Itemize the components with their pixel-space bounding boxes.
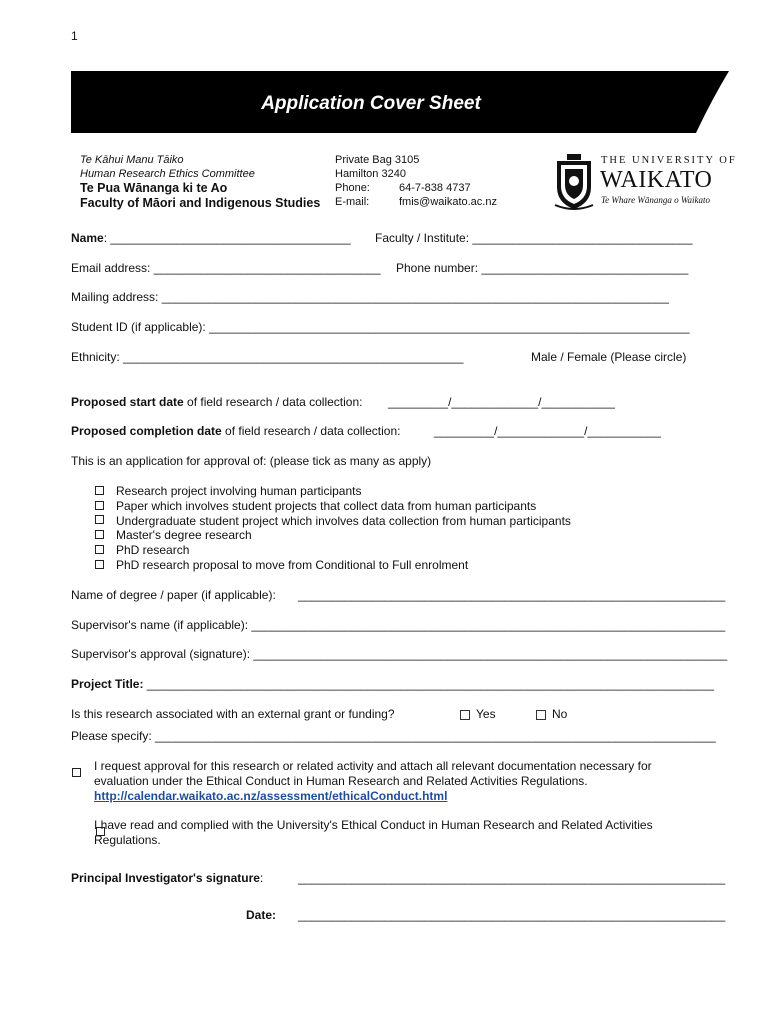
mailing-address-field[interactable]: Mailing address: ____________________________________________________________________________	[71, 290, 669, 304]
logo-line-1: THE UNIVERSITY OF	[601, 155, 737, 166]
list-item[interactable]: Paper which involves student projects that collect data from human participants	[95, 499, 571, 514]
checkbox-icon[interactable]	[95, 515, 104, 524]
phone-value: 64-7-838 4737	[399, 182, 471, 194]
project-title-label: Project Title:	[71, 677, 144, 691]
list-item[interactable]: PhD research proposal to move from Conditional to Full enrolment	[95, 558, 571, 573]
contact-block	[335, 153, 497, 209]
name-line[interactable]: : ____________________________________	[103, 231, 351, 245]
start-date-label	[71, 395, 362, 409]
project-title-line[interactable]: _____________________________________________________________________________________	[143, 677, 715, 691]
date-field[interactable]: ________________________________________________________________	[298, 908, 726, 922]
completion-date-field[interactable]: _________/_____________/___________	[434, 424, 661, 438]
logo-motto: Te Whare Wānanga o Waikato	[601, 195, 710, 205]
page-title: Application Cover Sheet	[261, 93, 481, 114]
list-item[interactable]: Undergraduate student project which involves data collection from human participants	[95, 514, 571, 529]
project-title-field[interactable]	[71, 677, 714, 691]
address-line-2: Hamilton 3240	[335, 168, 406, 180]
ethics-regulations-link[interactable]: http://calendar.waikato.ac.nz/assessment/ethicalConduct.html	[94, 789, 448, 803]
declaration-1	[94, 759, 694, 804]
completion-date-bold: Proposed completion date	[71, 424, 222, 438]
checkbox-icon[interactable]	[95, 560, 104, 569]
ethnicity-field[interactable]: Ethnicity: ___________________________________________________	[71, 350, 464, 364]
name-field[interactable]	[71, 231, 351, 245]
grant-yes-option[interactable]: Yes	[460, 707, 496, 721]
supervisor-approval-field[interactable]: Supervisor's approval (signature): _______________________________________________________________________	[71, 647, 728, 661]
list-item[interactable]: Master's degree research	[95, 528, 571, 543]
email-value[interactable]: fmis@waikato.ac.nz	[399, 196, 497, 208]
crest-icon	[553, 153, 595, 211]
start-date-rest: of field research / data collection:	[183, 395, 363, 409]
committee-block	[80, 153, 320, 211]
grant-no-option[interactable]: No	[536, 707, 567, 721]
list-item[interactable]: Research project involving human participants	[95, 484, 571, 499]
grant-question: Is this research associated with an external grant or funding?	[71, 707, 395, 721]
degree-field[interactable]: ________________________________________________________________	[298, 588, 726, 602]
please-specify-field[interactable]: Please specify: ____________________________________________________________________________________	[71, 729, 716, 743]
phone-field[interactable]: Phone number: _______________________________	[396, 261, 689, 275]
committee-maori-name: Te Kāhui Manu Tāiko	[80, 154, 184, 166]
start-date-field[interactable]: _________/_____________/___________	[388, 395, 615, 409]
student-id-field[interactable]: Student ID (if applicable): ________________________________________________________________________	[71, 320, 690, 334]
title-banner	[71, 71, 729, 133]
date-label: Date:	[246, 908, 277, 922]
declaration-2: I have read and complied with the University's Ethical Conduct in Human Research and Related Activities Regulations.	[94, 818, 653, 847]
university-logo	[553, 153, 737, 211]
checkbox-icon[interactable]	[95, 545, 104, 554]
committee-name: Human Research Ethics Committee	[80, 168, 255, 180]
declaration-1-text: I request approval for this research or related activity and attach all relevant documentation necessary for evaluation under the Ethical Conduct in Human Research and Related Activities Regulations.	[94, 759, 652, 788]
pi-signature-label: Principal Investigator's signature:	[71, 871, 264, 885]
pi-signature-bold: Principal Investigator's signature	[71, 871, 260, 885]
pi-signature-field[interactable]: ________________________________________________________________	[298, 871, 726, 885]
supervisor-name-field[interactable]: Supervisor's name (if applicable): _______________________________________________________________________	[71, 618, 726, 632]
phone-label: Phone:	[335, 182, 370, 194]
degree-label: Name of degree / paper (if applicable):	[71, 588, 276, 602]
list-item[interactable]: PhD research	[95, 543, 571, 558]
completion-date-label	[71, 424, 400, 438]
faculty-field[interactable]: Faculty / Institute: _________________________________	[375, 231, 693, 245]
page-number: 1	[71, 29, 78, 43]
name-label: Name	[71, 231, 104, 245]
checkbox-icon[interactable]	[95, 486, 104, 495]
email-field[interactable]: Email address: __________________________________	[71, 261, 381, 275]
start-date-bold: Proposed start date	[71, 395, 184, 409]
logo-wordmark: WAIKATO	[600, 167, 713, 193]
approval-options	[95, 484, 571, 573]
declaration-1-checkbox[interactable]	[72, 768, 81, 777]
completion-date-rest: of field research / data collection:	[221, 424, 401, 438]
checkbox-icon[interactable]	[460, 710, 470, 720]
checkbox-icon[interactable]	[536, 710, 546, 720]
gender-field[interactable]: Male / Female (Please circle)	[531, 350, 687, 364]
faculty-name: Faculty of Māori and Indigenous Studies	[80, 196, 321, 210]
address-line-1: Private Bag 3105	[335, 154, 420, 166]
approval-intro: This is an application for approval of: (please tick as many as apply)	[71, 454, 432, 468]
email-label: E-mail:	[335, 196, 370, 208]
faculty-maori-name: Te Pua Wānanga ki te Ao	[80, 181, 228, 195]
checkbox-icon[interactable]	[95, 501, 104, 510]
checkbox-icon[interactable]	[95, 530, 104, 539]
